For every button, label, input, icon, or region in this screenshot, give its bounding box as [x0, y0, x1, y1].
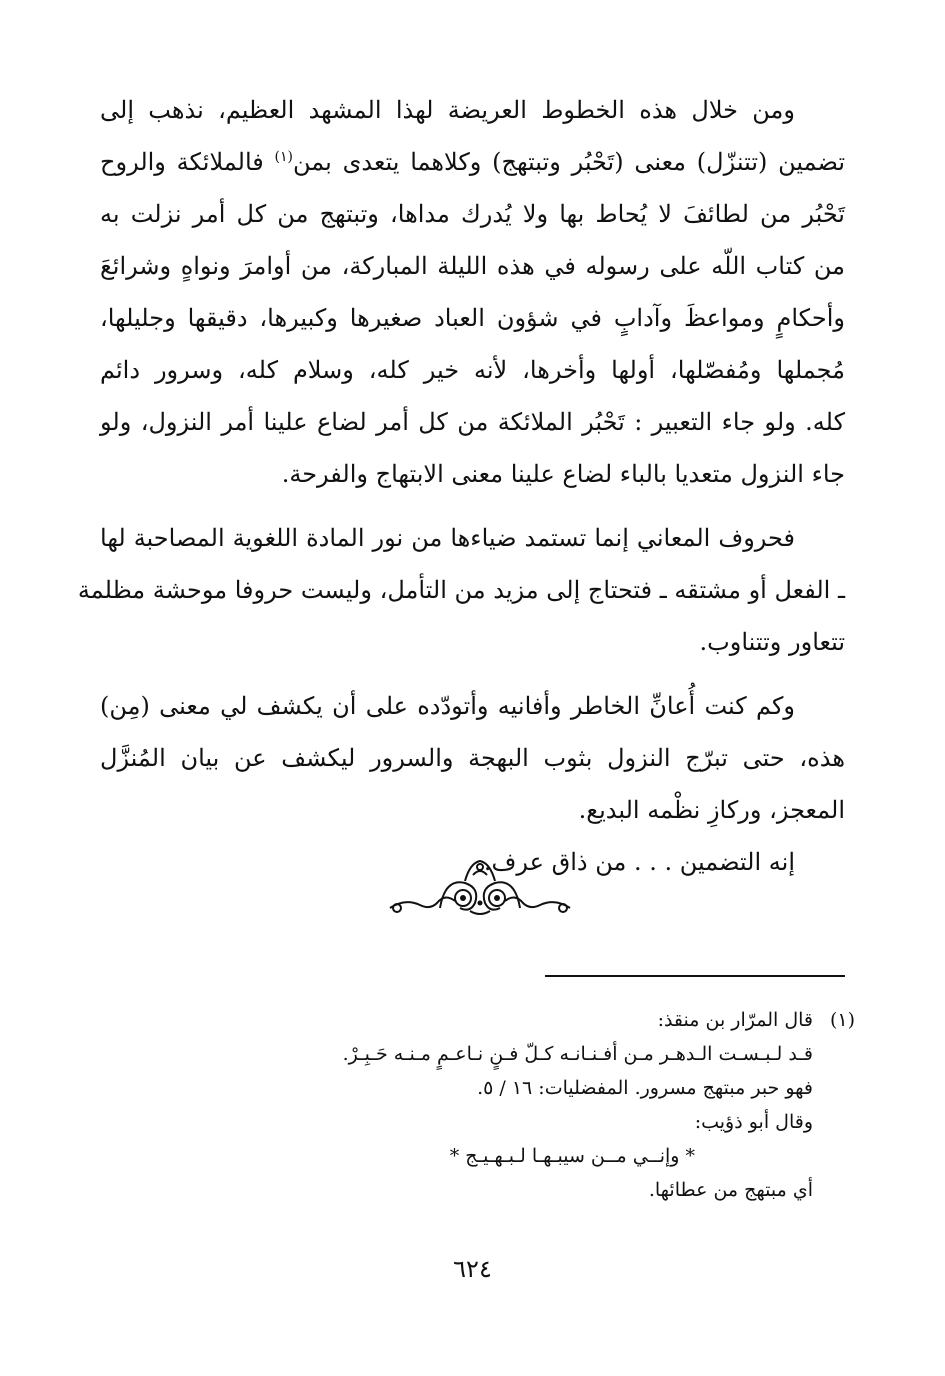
text-line: كله. ولو جاء التعبير : تَحْبُر الملائكة من كل أمر لضاع علينا أمر النزول، ولو — [100, 408, 845, 436]
text-line: فحروف المعاني إنما تستمد ضياءها من نور المادة اللغوية المصاحبة لها — [100, 524, 795, 552]
text-line: هذه، حتى تبرّج النزول بثوب البهجة والسرور ليكشف عن بيان المُنزَّل — [100, 744, 845, 772]
main-text — [77, 84, 845, 888]
text-line: وكم كنت أُعانِّ الخاطر وأفانيه وأتودّده على أن يكشف لي معنى (مِن) — [100, 692, 795, 720]
footnotes — [120, 1003, 855, 1207]
text-line: ومن خلال هذه الخطوط العريضة لهذا المشهد العظيم، نذهب إلى — [100, 96, 795, 124]
text-line: وأحكامٍ ومواعظَ وآدابٍ في شؤون العباد صغيرها وكبيرها، دقيقها وجليلها، — [100, 304, 845, 332]
footnote-line: أي مبتهج من عطائها. — [648, 1179, 813, 1201]
footnote-text: قال المرّار بن منقذ: — [657, 1009, 813, 1031]
paragraph-1 — [100, 84, 845, 500]
footnote-verse: قـد لـبـسـت الـدهـر مـن أفـنـانـه كـلّ فـنٍ نـاعـمٍ مـنـه حَـبِـرْ. — [342, 1043, 813, 1065]
text-line: من كتاب اللّه على رسوله في هذه الليلة المباركة، من أوامرَ ونواهٍ وشرائعَ — [100, 252, 845, 280]
footnote-number: (١) — [829, 1009, 855, 1031]
footnote-marker: (١) — [274, 149, 293, 165]
text-line — [100, 136, 845, 188]
text-line: تتعاور وتتناوب. — [699, 628, 845, 656]
footnote-verse: * وإنــي مــن سيبـهـا لـبـهـيـج * — [449, 1145, 695, 1167]
text-line: جاء النزول متعديا بالباء لضاع علينا معنى الابتهاج والفرحة. — [281, 460, 845, 488]
text-line: المعجز، وركازِ نظْمه البديع. — [578, 796, 845, 824]
footnote-line: وقال أبو ذؤيب: — [694, 1111, 813, 1133]
text-line-part: تضمين (تتنزّل) معنى (تَحْبُر وتبتهج) وكلاهما يتعدى بمن — [292, 148, 845, 176]
text-line: إنه التضمين . . . من ذاق عرف. — [483, 848, 795, 876]
page-number: ٦٢٤ — [453, 1255, 492, 1283]
paragraph-3 — [100, 680, 845, 836]
text-line: ـ الفعل أو مشتقه ـ فتحتاج إلى مزيد من التأمل، وليست حروفا موحشة مظلمة — [77, 576, 845, 604]
footnote-separator — [545, 975, 845, 977]
footnote-line: فهو حبر مبتهج مسرور. المفضليات: ١٦ / ٥. — [477, 1077, 813, 1099]
footnote-line — [120, 1003, 855, 1037]
text-line: تَحْبُر من لطائفَ لا يُحاط بها ولا يُدرك مداها، وتبتهج من كل أمر نزلت به — [100, 200, 845, 228]
ornament-divider — [385, 853, 575, 923]
text-line-part: فالملائكة والروح — [100, 148, 264, 176]
paragraph-2 — [77, 512, 845, 668]
text-line: مُجملها ومُفصّلها، أولها وأخرها، لأنه خير كله، وسلام كله، وسرور دائم — [100, 356, 845, 384]
